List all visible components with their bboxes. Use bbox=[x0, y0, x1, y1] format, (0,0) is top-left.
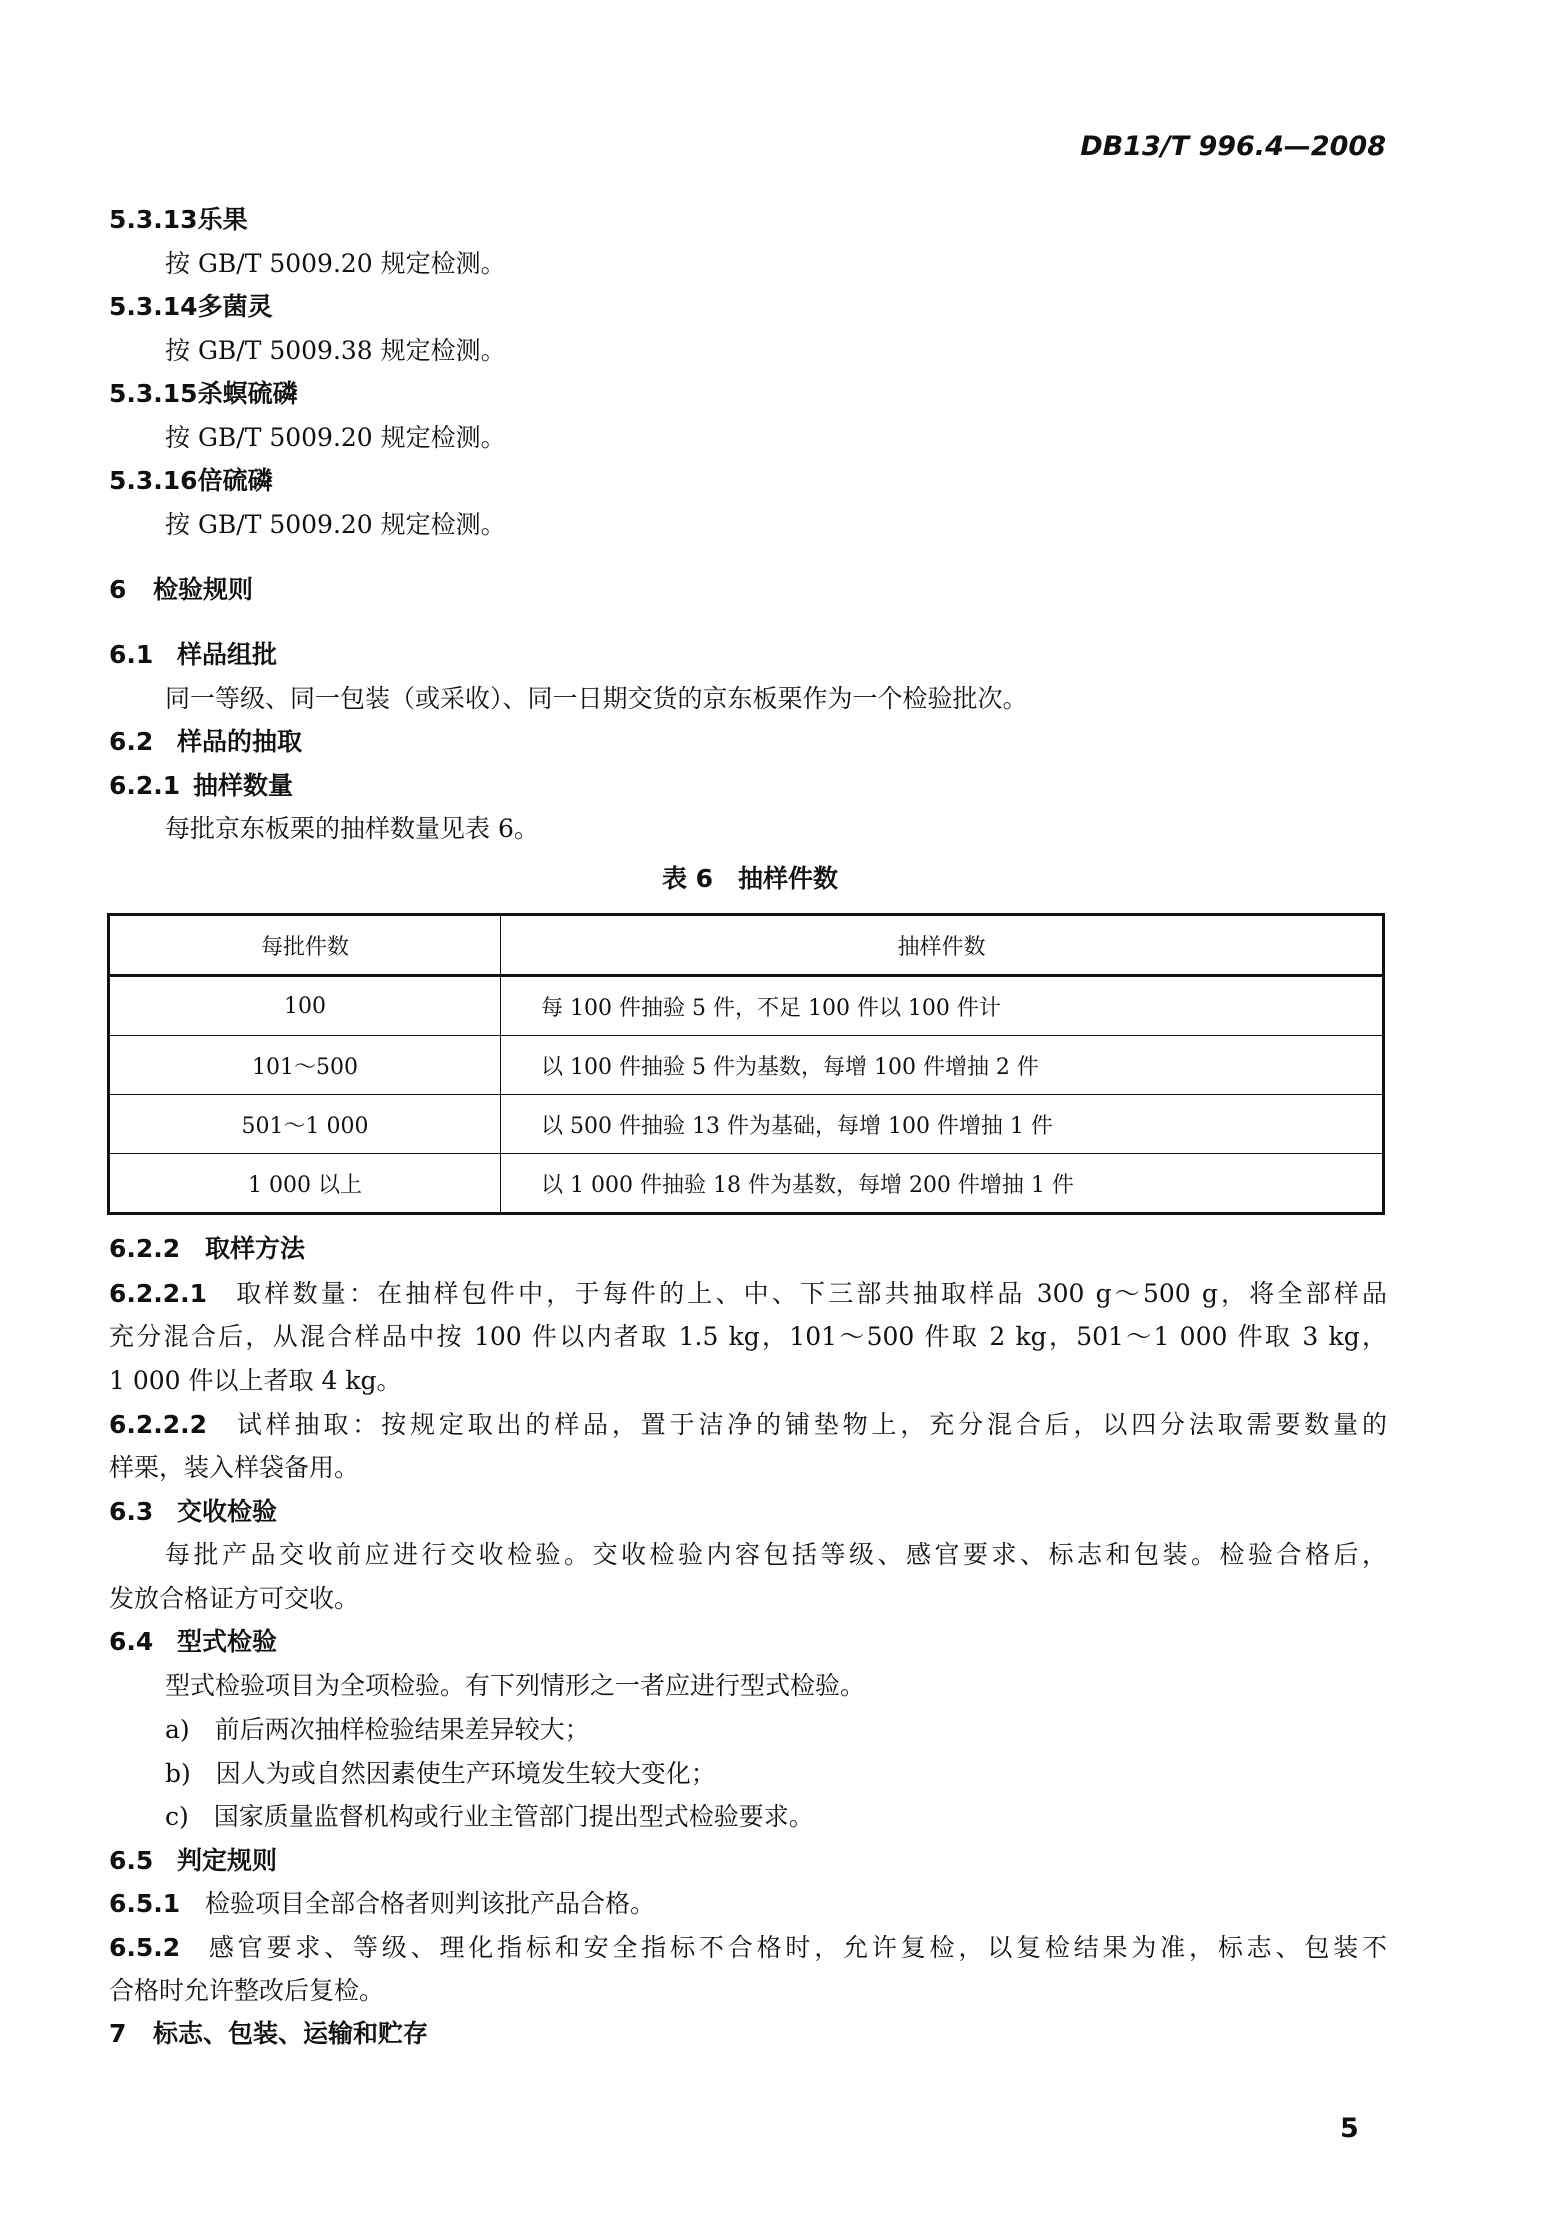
clause-6-2-2-1: 6.2.2.1 取样数量：在抽样包件中，于每件的上、中、下三部共抽取样品 300 g～500 g，将全部样品 bbox=[109, 1279, 1387, 1308]
paragraph-line: 型式检验项目为全项检验。有下列情形之一者应进行型式检验。 bbox=[165, 1671, 866, 1700]
clause-5-3-16: 5.3.16倍硫磷 bbox=[109, 466, 273, 495]
section-7-heading: 7 标志、包装、运输和贮存 bbox=[109, 2019, 429, 2048]
table-caption: 表 6 抽样件数 bbox=[661, 864, 839, 893]
table-cell: 以 100 件抽验 5 件为基数，每增 100 件增抽 2 件 bbox=[501, 1036, 1384, 1095]
list-item: c) 国家质量监督机构或行业主管部门提出型式检验要求。 bbox=[165, 1802, 814, 1831]
clause-6-2-2: 6.2.2 取样方法 bbox=[109, 1234, 306, 1263]
standard-number-header: DB13/T 996.4—2008 bbox=[1080, 131, 1386, 162]
column-header: 每批件数 bbox=[109, 915, 501, 976]
clause-6-3: 6.3 交收检验 bbox=[109, 1497, 278, 1526]
clause-6-1: 6.1 样品组批 bbox=[109, 640, 278, 669]
table-cell: 以 1 000 件抽验 18 件为基数，每增 200 件增抽 1 件 bbox=[501, 1154, 1384, 1214]
clause-5-3-14: 5.3.14多菌灵 bbox=[109, 292, 273, 321]
clause-6-2: 6.2 样品的抽取 bbox=[109, 727, 303, 756]
clause-text: 按 GB/T 5009.20 规定检测。 bbox=[165, 510, 506, 539]
section-6-heading: 6 检验规则 bbox=[109, 575, 254, 604]
clause-text: 按 GB/T 5009.20 规定检测。 bbox=[165, 249, 506, 278]
clause-text: 每批京东板栗的抽样数量见表 6。 bbox=[165, 814, 539, 843]
clause-6-4: 6.4 型式检验 bbox=[109, 1627, 278, 1656]
table-cell: 100 bbox=[109, 976, 501, 1036]
table-row bbox=[109, 1036, 1384, 1095]
clause-6-5-1: 6.5.1 检验项目全部合格者则判该批产品合格。 bbox=[109, 1889, 656, 1918]
clause-6-2-2-2: 6.2.2.2 试样抽取：按规定取出的样品，置于洁净的铺垫物上，充分混合后，以四分法取需要数量的 bbox=[109, 1410, 1387, 1439]
table-cell: 每 100 件抽验 5 件，不足 100 件以 100 件计 bbox=[501, 976, 1384, 1036]
table-row bbox=[109, 976, 1384, 1036]
clause-text: 按 GB/T 5009.38 规定检测。 bbox=[165, 336, 506, 365]
list-item: b) 因人为或自然因素使生产环境发生较大变化； bbox=[165, 1759, 716, 1788]
paragraph-line: 发放合格证方可交收。 bbox=[109, 1584, 360, 1613]
table-cell: 1 000 以上 bbox=[109, 1154, 501, 1214]
clause-text: 同一等级、同一包装（或采收）、同一日期交货的京东板栗作为一个检验批次。 bbox=[165, 684, 1028, 713]
clause-5-3-13: 5.3.13乐果 bbox=[109, 205, 248, 234]
clause-5-3-15: 5.3.15杀螟硫磷 bbox=[109, 379, 298, 408]
paragraph-line: 每批产品交收前应进行交收检验。交收检验内容包括等级、感官要求、标志和包装。检验合格后， bbox=[165, 1540, 1387, 1569]
table-cell: 501～1 000 bbox=[109, 1095, 501, 1154]
table-cell: 以 500 件抽验 13 件为基础，每增 100 件增抽 1 件 bbox=[501, 1095, 1384, 1154]
column-header: 抽样件数 bbox=[501, 915, 1384, 976]
clause-text: 按 GB/T 5009.20 规定检测。 bbox=[165, 423, 506, 452]
paragraph-line: 样栗，装入样袋备用。 bbox=[109, 1453, 360, 1482]
table-row bbox=[109, 1095, 1384, 1154]
clause-6-5-2: 6.5.2 感官要求、等级、理化指标和安全指标不合格时，允许复检，以复检结果为准，标志、包装不 bbox=[109, 1933, 1387, 1962]
sampling-table bbox=[107, 913, 1385, 1215]
clause-6-2-1: 6.2.1 抽样数量 bbox=[109, 771, 294, 800]
list-item: a) 前后两次抽样检验结果差异较大； bbox=[165, 1715, 590, 1744]
table-row bbox=[109, 1154, 1384, 1214]
paragraph-line: 合格时允许整改后复检。 bbox=[109, 1976, 385, 2005]
clause-6-5: 6.5 判定规则 bbox=[109, 1846, 278, 1875]
paragraph-line: 1 000 件以上者取 4 kg。 bbox=[109, 1366, 402, 1395]
table-cell: 101～500 bbox=[109, 1036, 501, 1095]
table-header-row bbox=[109, 915, 1384, 976]
page-number: 5 bbox=[1340, 2113, 1359, 2144]
paragraph-line: 充分混合后，从混合样品中按 100 件以内者取 1.5 kg，101～500 件取 2 kg，501～1 000 件取 3 kg， bbox=[109, 1322, 1387, 1351]
